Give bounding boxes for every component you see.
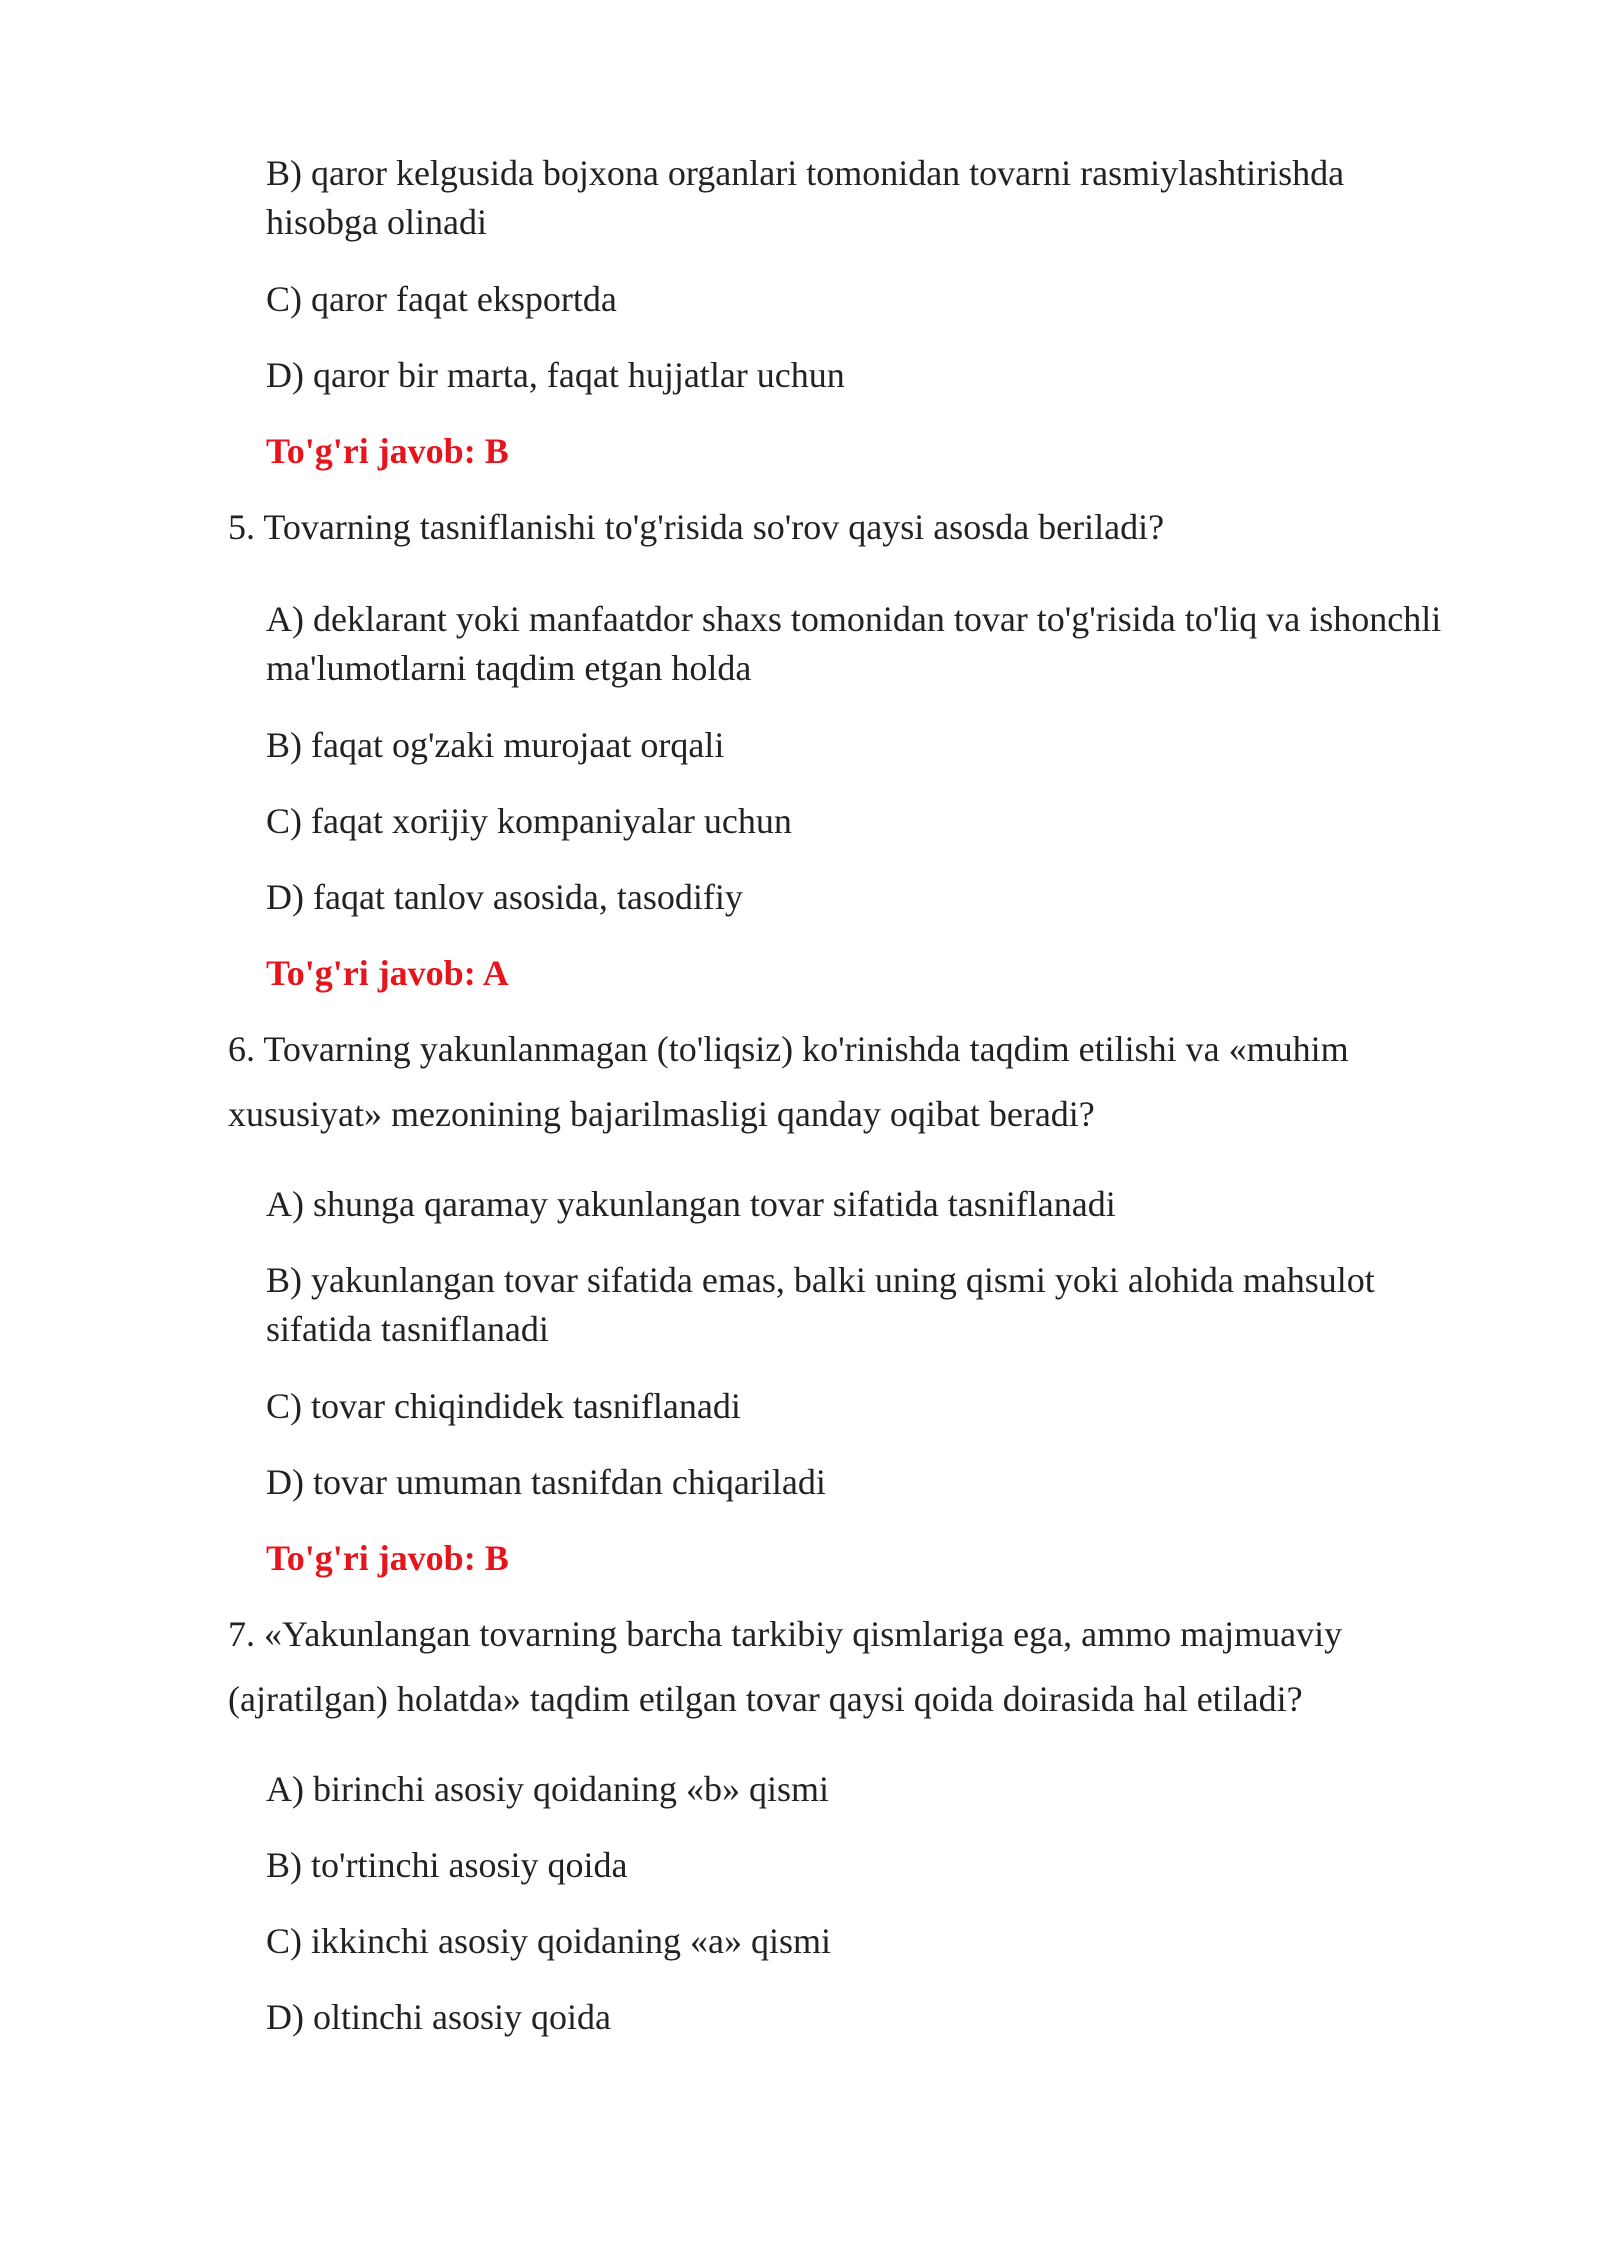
prev-option-c: C) qaror faqat eksportda [266,279,617,319]
q6-option-c: C) tovar chiqindidek tasniflanadi [266,1386,741,1426]
q6-correct-answer: To'g'ri javob: B [266,1538,509,1578]
q5-option-d: D) faqat tanlov asosida, tasodifiy [266,877,743,917]
q6-option-a: A) shunga qaramay yakunlangan tovar sifatida tasniflanadi [266,1184,1116,1224]
q6-option-d: D) tovar umuman tasnifdan chiqariladi [266,1462,826,1502]
q6-option-b: B) yakunlangan tovar sifatida emas, balki uning qismi yoki alohida mahsulot sifatida tasniflanadi [266,1260,1375,1349]
q5-option-c: C) faqat xorijiy kompaniyalar uchun [266,801,792,841]
question-5: 5. Tovarning tasniflanishi to'g'risida so'rov qaysi asosda beriladi? [228,507,1165,547]
prev-correct-answer: To'g'ri javob: B [266,431,509,471]
q5-correct-answer: To'g'ri javob: A [266,953,509,993]
prev-option-b: B) qaror kelgusida bojxona organlari tomonidan tovarni rasmiylashtirishda hisobga olinadi [266,153,1345,242]
q5-option-a: A) deklarant yoki manfaatdor shaxs tomonidan tovar to'g'risida to'liq va ishonchli ma'lumotlarni taqdim etgan holda [266,599,1442,688]
question-7: 7. «Yakunlangan tovarning barcha tarkibiy qismlariga ega, ammo majmuaviy (ajratilgan) holatda» taqdim etilgan tovar qaysi qoida doirasida hal etiladi? [228,1614,1343,1719]
question-6: 6. Tovarning yakunlanmagan (to'liqsiz) ko'rinishda taqdim etilishi va «muhim xususiyat» mezonining bajarilmasligi qanday oqibat beradi? [228,1029,1349,1134]
q7-option-c: C) ikkinchi asosiy qoidaning «a» qismi [266,1921,831,1961]
prev-option-d: D) qaror bir marta, faqat hujjatlar uchun [266,355,845,395]
q7-option-b: B) to'rtinchi asosiy qoida [266,1845,628,1885]
q5-option-b: B) faqat og'zaki murojaat orqali [266,725,725,765]
q7-option-d: D) oltinchi asosiy qoida [266,1997,611,2037]
q7-option-a: A) birinchi asosiy qoidaning «b» qismi [266,1769,829,1809]
